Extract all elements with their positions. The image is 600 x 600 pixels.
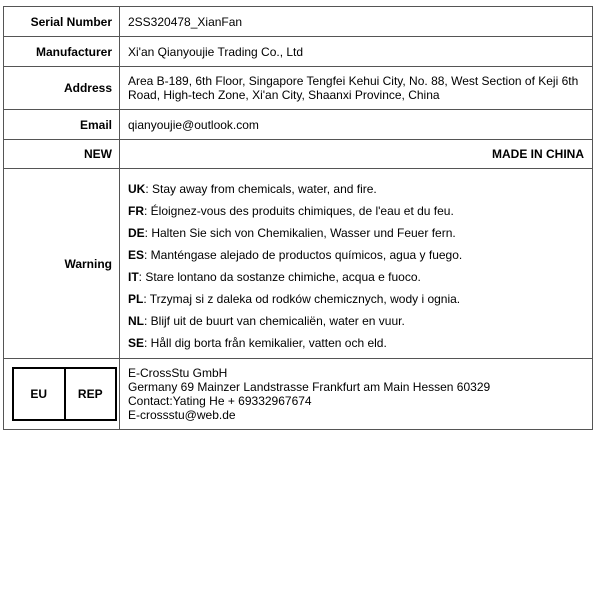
address-label: Address xyxy=(4,67,120,110)
eu-rep-row xyxy=(4,359,593,430)
eu-rep-symbol-eu: EU xyxy=(14,369,66,419)
manufacturer-row xyxy=(4,37,593,67)
eu-rep-symbol-rep: REP xyxy=(77,387,103,401)
manufacturer-label: Manufacturer xyxy=(4,37,120,67)
serial-number-label: Serial Number xyxy=(4,7,120,37)
warning-text: : Stay away from chemicals, water, and fire. xyxy=(145,182,377,196)
warning-text: : Stare lontano da sostanze chimiche, acqua e fuoco. xyxy=(138,270,421,284)
warning-text: : Manténgase alejado de productos químicos, agua y fuego. xyxy=(144,248,463,262)
warning-line-fr xyxy=(128,200,586,222)
warning-line-de xyxy=(128,222,586,244)
warning-lang-code: SE xyxy=(128,336,145,350)
eu-rep-symbol-cell xyxy=(4,359,120,430)
warning-line-it xyxy=(128,266,586,288)
warning-text: : Trzymaj si z daleka od rodków chemicznych, wody i ognia. xyxy=(143,292,461,306)
warning-lang-code: FR xyxy=(128,204,144,218)
warning-text: : Håll dig borta från kemikalier, vatten och eld. xyxy=(144,336,387,350)
eu-rep-address: Germany 69 Mainzer Landstrasse Frankfurt am Main Hessen 60329 xyxy=(128,380,491,394)
serial-number-value: 2SS320478_XianFan xyxy=(120,7,593,37)
warning-text: : Halten Sie sich von Chemikalien, Wasser und Feuer fern. xyxy=(144,226,456,240)
warning-line-uk xyxy=(128,178,586,200)
warning-line-nl xyxy=(128,310,586,332)
product-label-table xyxy=(3,6,593,430)
warning-text: : Blijf uit de buurt van chemicaliën, water en vuur. xyxy=(144,314,405,328)
eu-rep-email: E-crossstu@web.de xyxy=(128,408,236,422)
email-value: qianyoujie@outlook.com xyxy=(120,110,593,140)
eu-rep-contact: Contact:Yating He + 69332967674 xyxy=(128,394,312,408)
warning-line-se xyxy=(128,332,586,354)
warning-lang-code: NL xyxy=(128,314,144,328)
serial-number-row xyxy=(4,7,593,37)
warning-lang-code: UK xyxy=(128,182,146,196)
warning-label: Warning xyxy=(4,169,120,359)
address-value: Area B-189, 6th Floor, Singapore Tengfei Kehui City, No. 88, West Section of Keji 6th Road, High-tech Zone, Xi'an City, Shaanxi Province, China xyxy=(120,67,593,110)
email-label: Email xyxy=(4,110,120,140)
warning-lang-code: ES xyxy=(128,248,145,262)
manufacturer-value: Xi'an Qianyoujie Trading Co., Ltd xyxy=(120,37,593,67)
warning-text-cell xyxy=(120,169,593,359)
warning-line-es xyxy=(128,244,586,266)
new-row xyxy=(4,140,593,169)
email-row xyxy=(4,110,593,140)
address-row xyxy=(4,67,593,110)
eu-rep-info xyxy=(120,359,593,430)
warning-line-pl xyxy=(128,288,586,310)
warning-lang-code: PL xyxy=(128,292,144,306)
made-in-china-text: MADE IN CHINA xyxy=(120,140,593,169)
warning-lang-code: DE xyxy=(128,226,145,240)
eu-rep-company: E-CrossStu GmbH xyxy=(128,366,228,380)
warning-text: : Éloignez-vous des produits chimiques, de l'eau et du feu. xyxy=(144,204,454,218)
new-label: NEW xyxy=(4,140,120,169)
warning-lang-code: IT xyxy=(128,270,139,284)
eu-rep-symbol xyxy=(12,367,117,421)
warning-row xyxy=(4,169,593,359)
warning-list xyxy=(128,173,586,354)
